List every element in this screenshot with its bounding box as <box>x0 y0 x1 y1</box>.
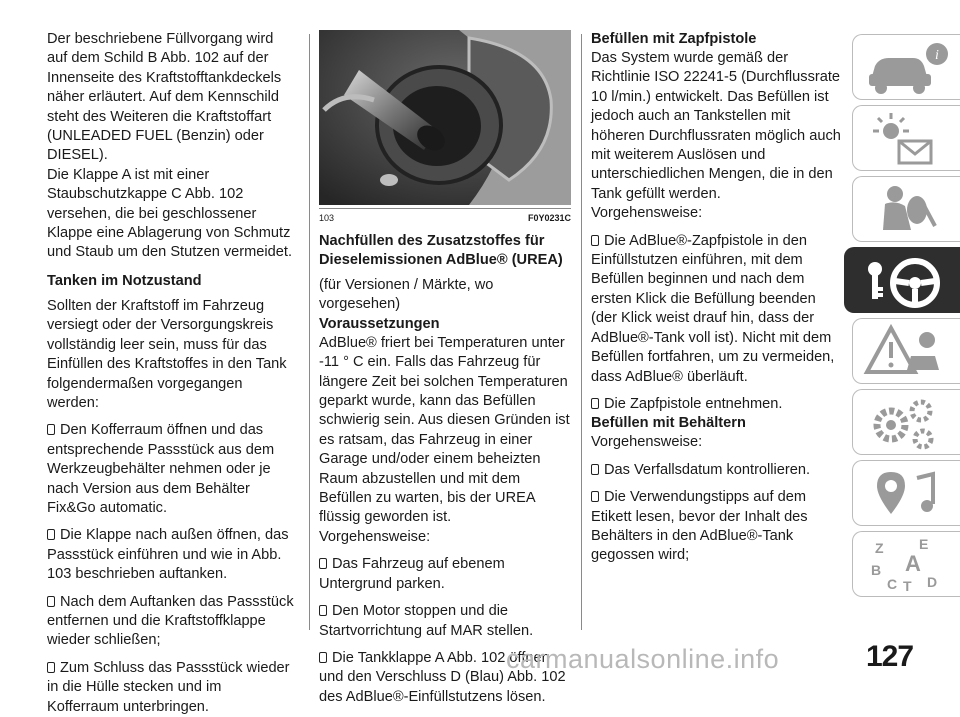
list-item: Die AdBlue®-Zapfpistole in den Einfüllstutzen einführen, mit dem Befüllen beginnen und nach dem ersten Klick die Befüllung beenden (der Klick weist drauf hin, dass der AdBlue®-Tank voll ist). Nicht mit dem Befüllen fortfahren, um zu vermeiden, dass AdBlue® überläuft. <box>591 232 835 385</box>
figure-code: F0Y0231C <box>527 213 571 223</box>
text-column-3 <box>591 30 841 566</box>
checkbox-bullet-icon <box>47 424 55 435</box>
car-info-icon <box>861 38 951 98</box>
section-heading: Befüllen mit Zapfpistole <box>591 31 757 47</box>
maintenance-gears-icon <box>861 393 951 453</box>
multimedia-icon <box>861 464 951 524</box>
index-letter: Z <box>875 540 884 556</box>
paragraph: (für Versionen / Märkte, wo vorgesehen) <box>319 277 494 313</box>
index-letter: C <box>887 576 898 592</box>
chapter-tab-emergency[interactable] <box>852 318 960 384</box>
index-letter: E <box>919 536 929 552</box>
steering-wheel-key-icon <box>853 251 953 311</box>
watermark: carmanualsonline.info <box>506 644 780 674</box>
list-item: Die Verwendungstipps auf dem Etikett lesen, bevor der Inhalt des Behälters in den AdBlue®-Tank gegossen wird; <box>591 489 808 564</box>
checkbox-bullet-icon <box>591 235 599 246</box>
column-divider <box>581 34 582 630</box>
paragraph: Vorgehensweise: <box>591 434 703 451</box>
list-item: Zum Schluss das Passstück wieder in die Hülle stecken und im Kofferraum unterbringen. <box>47 659 290 715</box>
paragraph: AdBlue® friert bei Temperaturen unter -11 ° C ein. Falls das Fahrzeug für längere Zeit bei solchen Temperaturen geparkt wurde, kann das Befüllen schwierig sein. Aus diesen Gründen ist es ratsam, das Fahrzeug in einer Garage und/oder einem beheizten Raum abzustellen und mit dem Befüllen zu warten, bis der UREA flüssig geworden ist. <box>319 334 570 526</box>
section-heading: Befüllen mit Behältern <box>591 415 746 432</box>
checkbox-bullet-icon <box>591 464 599 475</box>
figure-caption <box>319 208 571 224</box>
list-item: Die Tankklappe A Abb. 102 öffnen und den Verschluss D (Blau) Abb. 102 des AdBlue®-Einfüllstutzens lösen. <box>319 649 566 705</box>
chapter-tab-safety[interactable] <box>852 176 960 242</box>
paragraph: Sollten der Kraftstoff im Fahrzeug versiegt oder der Versorgungskreis vollständig leer sein, muss für das Einfüllen des Kraftstoffes in den Tank folgendermaßen vorgegangen werden: <box>47 297 287 411</box>
section-heading: Nachfüllen des Zusatzstoffes für Dieselemissionen AdBlue® (UREA) <box>319 233 563 268</box>
subheading: Voraussetzungen <box>319 315 440 332</box>
breakdown-warning-icon <box>861 322 951 382</box>
chapter-tab-starting-driving[interactable] <box>844 247 960 313</box>
chapter-tab-dashboard[interactable] <box>852 105 960 171</box>
checkbox-bullet-icon <box>319 652 327 663</box>
checkbox-bullet-icon <box>47 596 55 607</box>
paragraph: Vorgehensweise: <box>319 528 431 545</box>
checkbox-bullet-icon <box>591 491 599 502</box>
list-item: Den Motor stoppen und die Startvorrichtung auf MAR stellen. <box>319 603 534 639</box>
paragraph: Das System wurde gemäß der Richtlinie ISO 22241-5 (Durchflussrate 10 l/min.) entwickelt. Das Befüllen ist jedoch auch an Tankstellen mit höheren Durchflussraten möglich auch mit weiterem Auslösen und unterschiedlichen Mengen, die in den Tank gefüllt werden. <box>591 50 841 202</box>
index-letters-icon <box>861 535 951 595</box>
checkbox-bullet-icon <box>319 558 327 569</box>
index-letter: A <box>905 551 921 576</box>
list-item: Die Zapfpistole entnehmen. <box>591 395 841 414</box>
index-letter: D <box>927 574 938 590</box>
chapter-tab-multimedia[interactable] <box>852 460 960 526</box>
svg-text:i: i <box>935 48 939 63</box>
list-item: Das Fahrzeug auf ebenem Untergrund parken. <box>319 556 505 592</box>
fuel-filler-photo <box>319 30 571 205</box>
page-number: 127 <box>866 640 914 673</box>
list-item: Die Klappe nach außen öffnen, das Passstück einführen und wie in Abb. 103 beschrieben auftanken. <box>47 527 289 583</box>
column-divider <box>309 34 310 630</box>
airbag-safety-icon <box>861 180 951 240</box>
text-column-1 <box>47 30 295 717</box>
paragraph: Vorgehensweise: <box>591 205 703 222</box>
section-heading: Tanken im Notzustand <box>47 272 202 289</box>
figure-number: 103 <box>319 213 335 223</box>
index-letter: B <box>871 562 882 578</box>
chapter-tab-maintenance[interactable] <box>852 389 960 455</box>
chapter-sidebar <box>852 34 960 602</box>
text-column-2 <box>319 30 571 707</box>
list-item: Das Verfallsdatum kontrollieren. <box>591 461 841 480</box>
checkbox-bullet-icon <box>319 605 327 616</box>
chapter-tab-index[interactable] <box>852 531 960 597</box>
checkbox-bullet-icon <box>47 662 55 673</box>
list-item: Den Kofferraum öffnen und das entsprechende Passstück aus dem Werkzeugbehälter nehmen oder je nach Version aus dem Behälter Fix&Go automatic. <box>47 422 275 516</box>
index-letter: T <box>903 578 912 594</box>
dashboard-lights-icon <box>861 109 951 169</box>
list-item: Nach dem Auftanken das Passstück entfernen und die Kraftstoffklappe wieder schließen; <box>47 593 294 649</box>
chapter-tab-car-info[interactable] <box>852 34 960 100</box>
checkbox-bullet-icon <box>47 529 55 540</box>
checkbox-bullet-icon <box>591 398 599 409</box>
paragraph: Der beschriebene Füllvorgang wird auf dem Schild B Abb. 102 auf der Innenseite des Kraftstofftankdeckels näher erläutert. Auf dem Kennschild steht des Weiteren die Kraftstoffart (UNLEADED FUEL (Benzin) oder DIESEL). <box>47 31 282 164</box>
paragraph: Die Klappe A ist mit einer Staubschutzkappe C Abb. 102 versehen, die bei geschlossener Klappe eine Ablagerung von Schmutz und Staub um den Stutzen vermeidet. <box>47 166 293 261</box>
